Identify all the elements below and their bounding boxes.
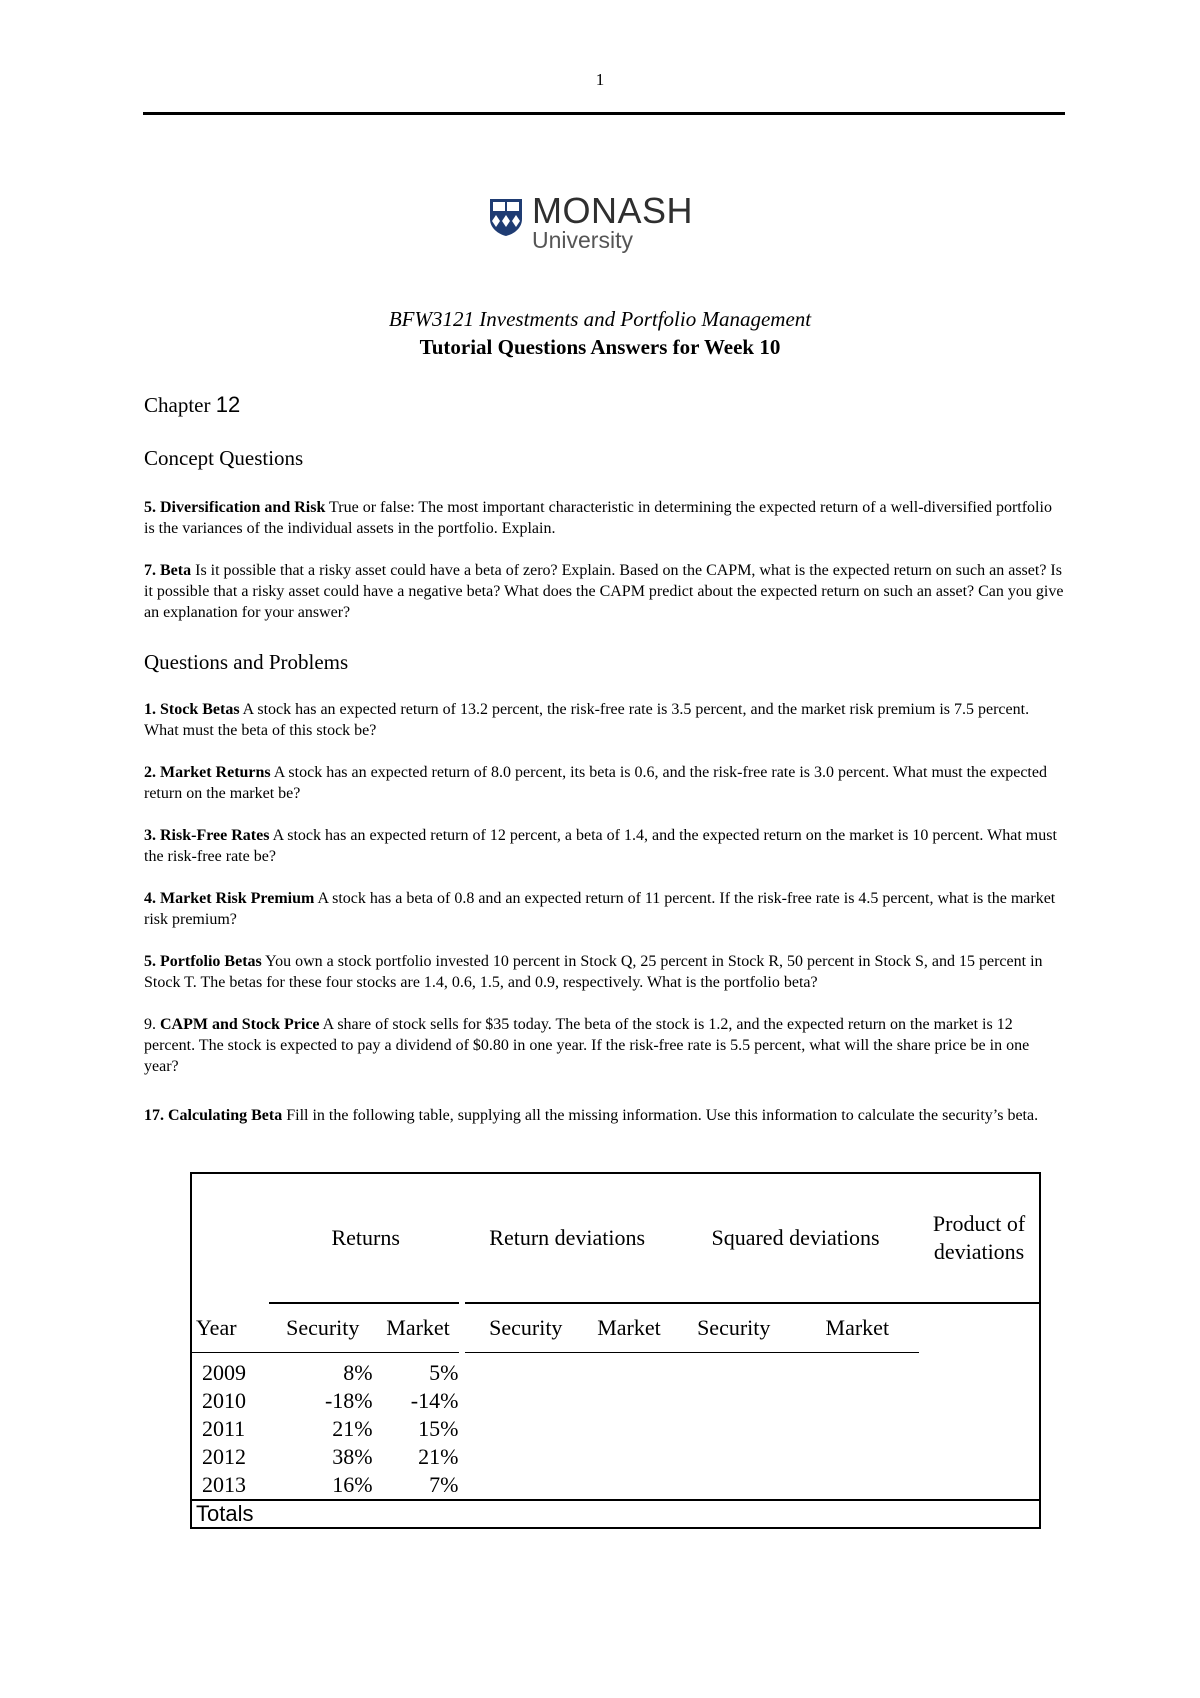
returns-security-header: Security: [269, 1303, 377, 1353]
question-text: A stock has an expected return of 12 percent, a beta of 1.4, and the expected return on the market is 10 percent. What must the risk-free rate be?: [144, 827, 1057, 865]
empty-cell: [462, 1471, 1040, 1500]
table-row: [191, 1471, 1040, 1500]
empty-cell: [919, 1303, 1040, 1353]
group-header-row: [191, 1173, 1040, 1303]
question-label: 7. Beta: [144, 562, 192, 579]
squared-market-header: Market: [796, 1303, 920, 1353]
year-header: Year: [196, 1314, 237, 1340]
problem-4: [144, 888, 1064, 930]
empty-cell: [191, 1173, 269, 1303]
security-return-cell: 16%: [332, 1472, 373, 1497]
squared-deviations-group-header: Squared deviations: [711, 1225, 880, 1250]
beta-table: [190, 1172, 1041, 1529]
security-return-cell: 8%: [343, 1360, 373, 1385]
document-title: Tutorial Questions Answers for Week 10: [419, 335, 781, 359]
table-row: [191, 1387, 1040, 1415]
market-return-cell: 15%: [418, 1416, 459, 1441]
returns-market-header: Market: [377, 1303, 463, 1353]
question-label: 5. Diversification and Risk: [144, 499, 326, 516]
market-return-cell: -14%: [410, 1388, 459, 1413]
market-return-cell: 21%: [418, 1444, 459, 1469]
question-label: 4. Market Risk Premium: [144, 890, 315, 907]
totals-label: Totals: [191, 1500, 269, 1528]
product-deviations-header: [919, 1173, 1040, 1303]
product-deviations-label: Product of deviations: [932, 1211, 1026, 1264]
returns-group-header: Returns: [331, 1225, 400, 1250]
problem-3: [144, 825, 1064, 867]
problem-2: [144, 762, 1064, 804]
totals-row: [191, 1500, 1040, 1528]
chapter-heading: [144, 392, 1064, 418]
question-text: A stock has a beta of 0.8 and an expected return of 11 percent. If the risk-free rate is 4.5 percent, what is the market risk premium?: [144, 890, 1056, 928]
table-row: [191, 1359, 1040, 1387]
concept-heading: Concept Questions: [144, 446, 304, 470]
year-cell: 2012: [202, 1444, 246, 1469]
year-cell: 2013: [202, 1472, 246, 1497]
question-text: Fill in the following table, supplying all the missing information. Use this information to calculate the security’s beta.: [282, 1107, 1039, 1124]
table-row: [191, 1415, 1040, 1443]
return-deviations-group-header: Return deviations: [489, 1225, 646, 1250]
concept-question-7: [144, 560, 1064, 623]
question-label: 17. Calculating Beta: [144, 1107, 283, 1124]
deviation-security-header: Security: [462, 1303, 586, 1353]
question-label: 2. Market Returns: [144, 764, 271, 781]
page-number: 1: [595, 70, 605, 89]
question-text: A share of stock sells for $35 today. The beta of the stock is 1.2, and the expected return on the market is 12 percent. The stock is expected to pay a dividend of $0.80 in one year. If the risk-free rate is 5.5 percent, what will the share price be in one year?: [144, 1016, 1030, 1075]
question-text: True or false: The most important characteristic in determining the expected return of a well-diversified portfolio is the variances of the individual assets in the portfolio. Explain.: [144, 499, 1052, 537]
year-cell: 2010: [202, 1388, 246, 1413]
shield-icon: [488, 197, 524, 237]
question-text: A stock has an expected return of 8.0 percent, its beta is 0.6, and the risk-free rate is 3.0 percent. What must the expected return on the market be?: [144, 764, 1047, 802]
question-label: 5. Portfolio Betas: [144, 953, 262, 970]
empty-cell: [462, 1359, 1040, 1387]
question-label: 1. Stock Betas: [144, 701, 240, 718]
monash-logo: [488, 190, 694, 254]
empty-cell: [269, 1500, 1040, 1528]
header-rule: [143, 112, 1065, 115]
security-return-cell: 21%: [332, 1416, 373, 1441]
table-row: [191, 1443, 1040, 1471]
problem-5: [144, 951, 1064, 993]
question-text: Is it possible that a risky asset could have a beta of zero? Explain. Based on the CAPM, what is the expected return on such an asset? Is it possible that a risky asset could have a negative beta? What does the CAPM predict about the expected return on such an asset? Can you give an explanation for your answer?: [144, 562, 1064, 621]
empty-cell: [462, 1443, 1040, 1471]
empty-cell: [462, 1387, 1040, 1415]
logo-wordmark: MONASH: [532, 190, 694, 231]
security-return-cell: 38%: [332, 1444, 373, 1469]
problem-1: [144, 699, 1064, 741]
question-text: A stock has an expected return of 13.2 percent, the risk-free rate is 3.5 percent, and the market risk premium is 7.5 percent. What must the beta of this stock be?: [144, 701, 1030, 739]
problem-9: [144, 1014, 1064, 1077]
chapter-number: 12: [215, 392, 241, 417]
question-prefix: 9.: [144, 1016, 160, 1033]
market-return-cell: 5%: [429, 1360, 459, 1385]
column-header-row: [191, 1303, 1040, 1353]
problems-heading: Questions and Problems: [144, 650, 349, 674]
question-label: 3. Risk-Free Rates: [144, 827, 270, 844]
problem-17: [144, 1105, 1064, 1126]
market-return-cell: 7%: [429, 1472, 459, 1497]
course-title: BFW3121 Investments and Portfolio Management: [388, 307, 812, 331]
deviation-market-header: Market: [586, 1303, 672, 1353]
security-return-cell: -18%: [324, 1388, 373, 1413]
chapter-label: Chapter: [144, 393, 211, 417]
year-cell: 2011: [202, 1416, 246, 1441]
empty-cell: [462, 1415, 1040, 1443]
year-cell: 2009: [202, 1360, 246, 1385]
squared-security-header: Security: [672, 1303, 796, 1353]
concept-question-5: [144, 497, 1064, 539]
question-text: You own a stock portfolio invested 10 percent in Stock Q, 25 percent in Stock R, 50 percent in Stock S, and 15 percent in Stock T. The betas for these four stocks are 1.4, 0.6, 1.5, and 0.9, respectively. What is the portfolio beta?: [144, 953, 1043, 991]
question-label: CAPM and Stock Price: [160, 1016, 320, 1033]
logo-subtext: University: [532, 227, 633, 253]
